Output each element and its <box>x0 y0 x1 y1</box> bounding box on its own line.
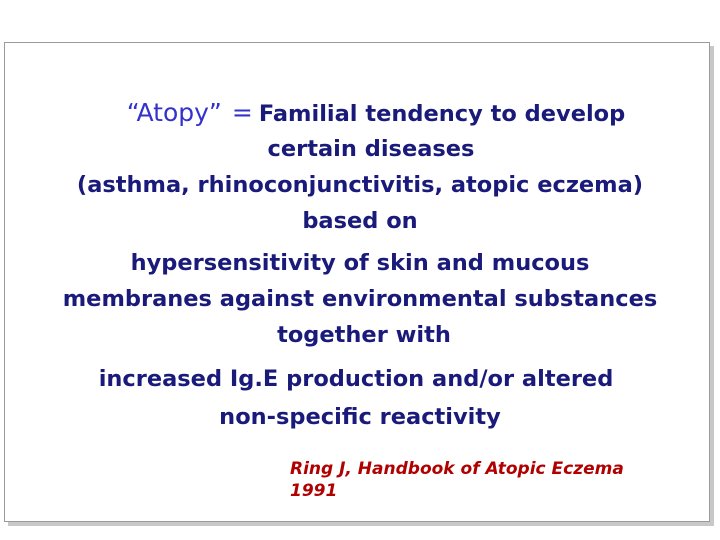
citation-year: 1991 <box>290 481 338 501</box>
definition-line-6: membranes against environmental substances <box>62 286 658 312</box>
definition-line-7: together with <box>277 322 451 348</box>
definition-line-4: based on <box>302 208 418 234</box>
definition-line-9: non-specific reactivity <box>219 404 501 430</box>
citation-source: Ring J, Handbook of Atopic Eczema <box>290 459 624 479</box>
definition-line-2: certain diseases <box>267 136 475 162</box>
definition-line-5: hypersensitivity of skin and mucous <box>130 250 590 276</box>
definition-line-3: (asthma, rhinoconjunctivitis, atopic eczema) <box>76 172 644 198</box>
citation <box>290 458 624 502</box>
definition-first-line <box>0 98 720 129</box>
definition-line-8: increased Ig.E production and/or altered <box>98 366 614 392</box>
equals-sign: = <box>231 98 253 127</box>
definition-line-1: Familial tendency to develop <box>258 101 626 127</box>
definition-term: “Atopy” <box>126 98 222 127</box>
